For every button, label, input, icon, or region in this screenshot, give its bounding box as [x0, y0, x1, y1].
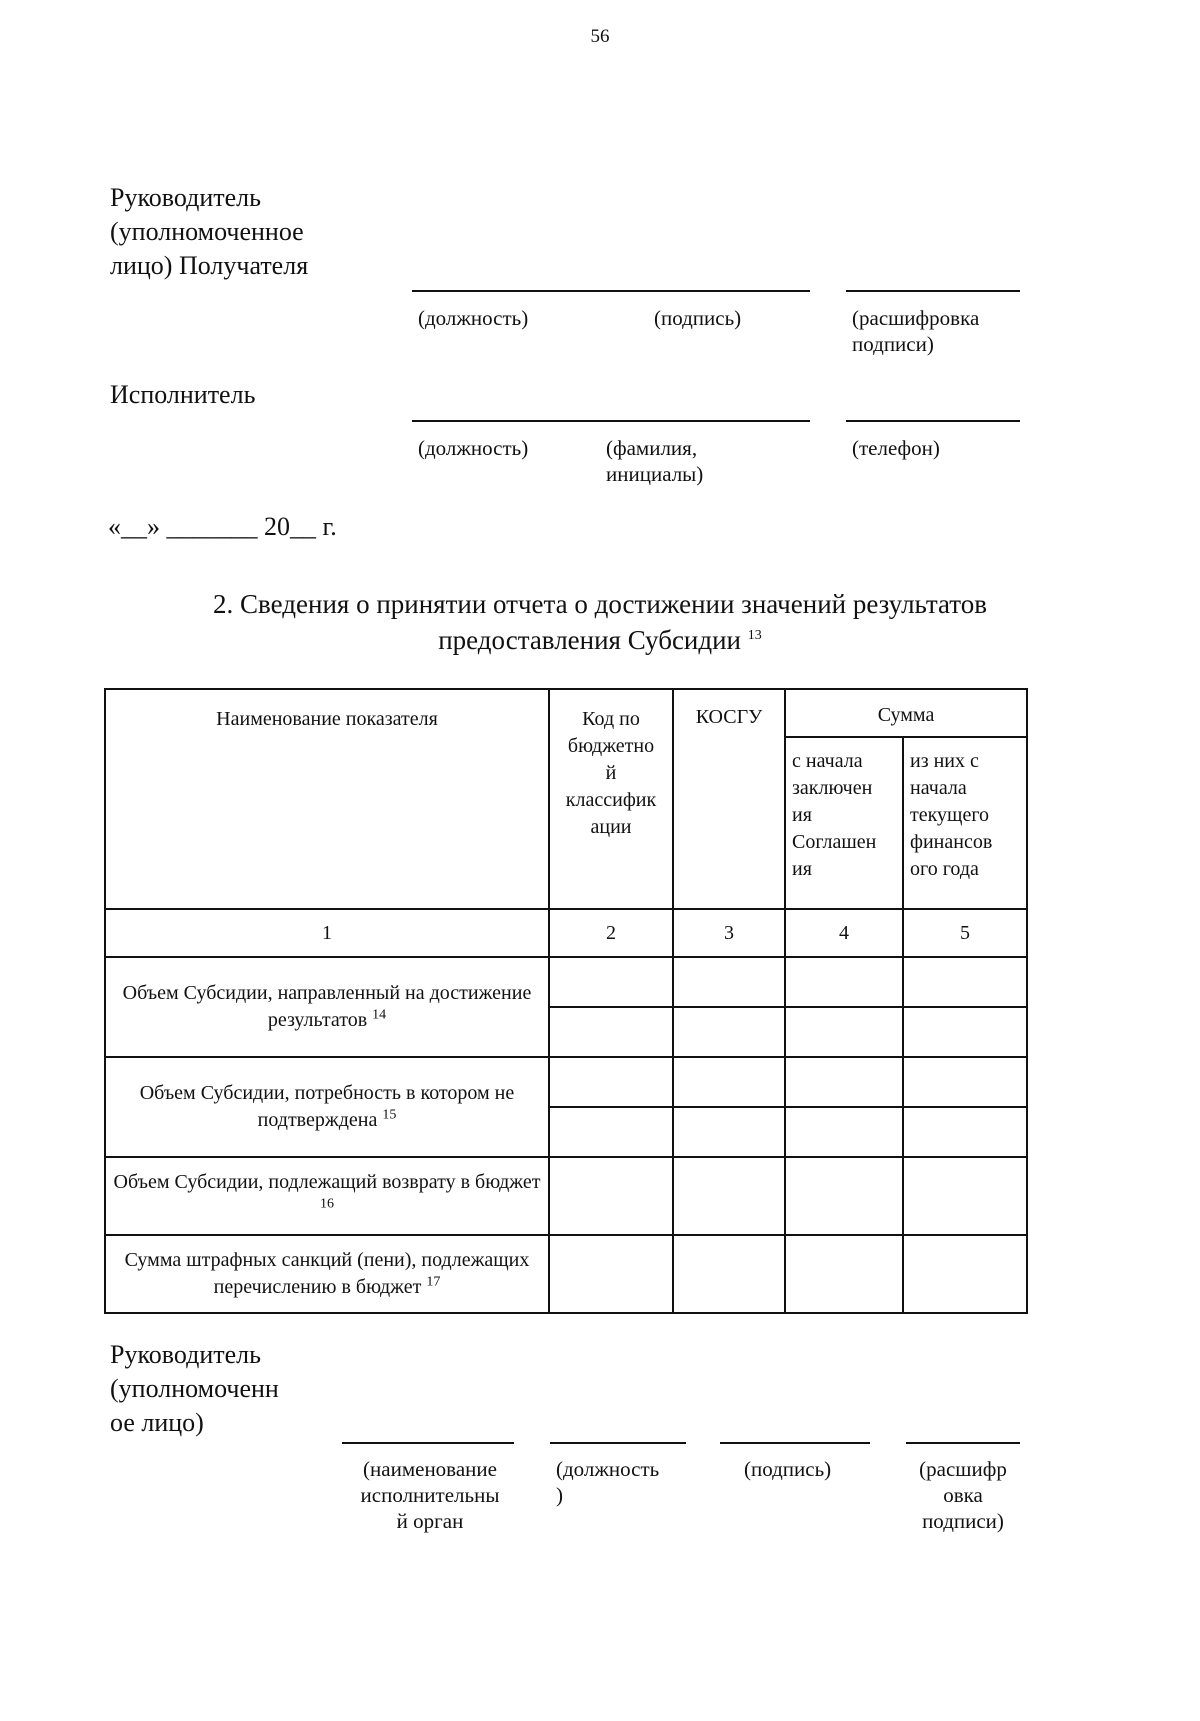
- table-cell: [903, 1107, 1027, 1157]
- header-name: Наименование показателя: [105, 689, 549, 909]
- position-line: [550, 1442, 686, 1444]
- page-number: 56: [590, 26, 610, 47]
- table-cell: [673, 1107, 785, 1157]
- header-code: Код по бюджетно й классифик ации: [549, 689, 673, 909]
- table-cell: [785, 1007, 903, 1057]
- table-cell: [903, 957, 1027, 1007]
- caption-organ: (наименование исполнительны й орган: [360, 1457, 500, 1533]
- row-label-unconfirmed: Объем Субсидии, потребность в котором не подтверждена $^{15}$: [105, 1057, 549, 1157]
- caption-bottom-position: (должность ): [556, 1457, 660, 1507]
- row-label-return: Объем Субсидии, подлежащий возврату в бюджет $^{16}$: [105, 1157, 549, 1235]
- table-cell: [673, 1057, 785, 1107]
- executor-label: Исполнитель: [110, 380, 256, 409]
- table-cell: [549, 1157, 673, 1235]
- date-line: «__» _______ 20__ г.: [108, 512, 337, 541]
- col-number-1: 1: [105, 909, 549, 957]
- section-title: 2. Сведения о принятии отчета о достижении значений результатов предоставления Субсидии $^{13}$: [213, 589, 987, 655]
- table-cell: [549, 1057, 673, 1107]
- table-cell: [785, 1235, 903, 1313]
- head-signature-line: [412, 290, 810, 292]
- caption-decoding: (расшифровка подписи): [852, 306, 980, 356]
- table-cell: [549, 957, 673, 1007]
- bottom-head-label: Руководитель (уполномоченн ое лицо): [110, 1340, 279, 1437]
- row-label-results: Объем Субсидии, направленный на достижение результатов $^{14}$: [105, 957, 549, 1057]
- caption-bottom-decoding: (расшифр овка подписи): [919, 1457, 1007, 1533]
- table-cell: [785, 1057, 903, 1107]
- header-sum: Сумма: [785, 689, 1027, 737]
- table-cell: [785, 1157, 903, 1235]
- header-kosgu: КОСГУ: [673, 689, 785, 909]
- caption-bottom-signature: (подпись): [744, 1457, 832, 1481]
- executor-line: [412, 420, 810, 422]
- table-cell: [549, 1235, 673, 1313]
- table-cell: [673, 957, 785, 1007]
- head-label: Руководитель (уполномоченное лицо) Получателя: [110, 183, 309, 280]
- col-number-4: 4: [785, 909, 903, 957]
- table-cell: [673, 1157, 785, 1235]
- executor-phone-line: [846, 420, 1020, 422]
- executor-caption-name: (фамилия, инициалы): [606, 436, 704, 486]
- table-cell: [903, 1157, 1027, 1235]
- caption-position: (должность): [418, 306, 529, 330]
- executor-caption-position: (должность): [418, 436, 529, 460]
- table-cell: [673, 1235, 785, 1313]
- decoding-line: [906, 1442, 1020, 1444]
- footnote-13: 13: [747, 628, 762, 643]
- header-sum-agreement: с начала заключен ия Соглашен ия: [785, 737, 903, 909]
- organ-line: [342, 1442, 514, 1444]
- table-cell: [785, 1107, 903, 1157]
- signature-line: [720, 1442, 870, 1444]
- table-cell: [673, 1007, 785, 1057]
- col-number-3: 3: [673, 909, 785, 957]
- table-cell: [903, 1057, 1027, 1107]
- table-cell: [549, 1007, 673, 1057]
- report-table: [104, 688, 1028, 1314]
- col-number-5: 5: [903, 909, 1027, 957]
- caption-signature: (подпись): [654, 306, 742, 330]
- table-cell: [903, 1007, 1027, 1057]
- table-cell: [903, 1235, 1027, 1313]
- table-cell: [549, 1107, 673, 1157]
- head-decoding-line: [846, 290, 1020, 292]
- col-number-2: 2: [549, 909, 673, 957]
- row-label-penalties: Сумма штрафных санкций (пени), подлежащих перечислению в бюджет $^{17}$: [105, 1235, 549, 1313]
- header-sum-year: из них с начала текущего финансов ого года: [903, 737, 1027, 909]
- table-cell: [785, 957, 903, 1007]
- executor-caption-phone: (телефон): [852, 436, 940, 460]
